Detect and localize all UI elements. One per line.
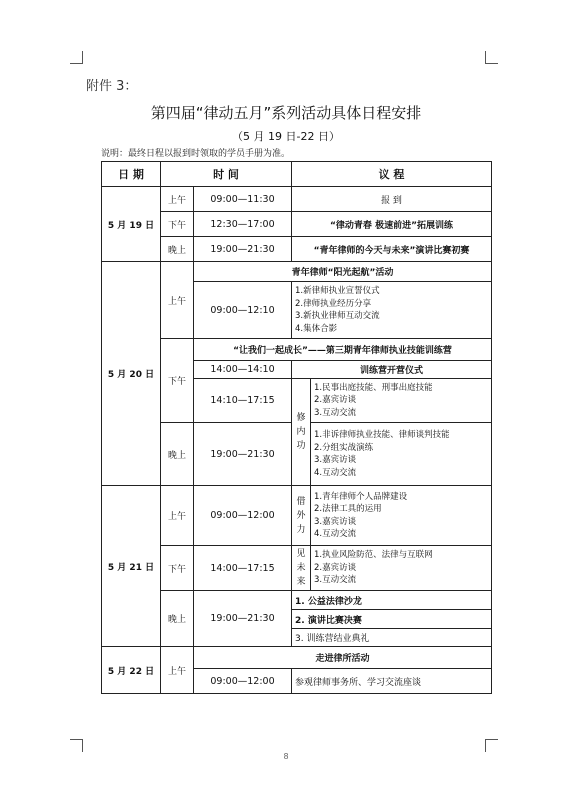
module-label-char: 力 [296, 524, 306, 535]
agenda-item: 4.互动交流 [314, 529, 357, 539]
agenda-cell: 1. 公益法律沙龙 [292, 591, 492, 610]
table-row [102, 591, 492, 610]
section-heading: 青年律师“阳光起航”活动 [194, 262, 492, 282]
time-cell: 09:00—12:00 [194, 669, 292, 694]
period-cell: 下午 [161, 546, 194, 591]
schedule-note: 说明：最终日程以报到时领取的学员手册为准。 [101, 149, 291, 159]
period-cell: 上午 [161, 262, 194, 339]
date-cell: 5 月 21 日 [102, 486, 161, 647]
crop-mark-bottom-right [485, 739, 498, 752]
agenda-item: 3.嘉宾访谈 [314, 516, 357, 527]
crop-mark-bottom-left [70, 739, 83, 752]
time-cell: 12:30—17:00 [194, 212, 292, 237]
module-label-char: 功 [296, 441, 306, 451]
agenda-item: 3.互动交流 [314, 407, 357, 418]
agenda-list-cell [311, 486, 492, 546]
table-row [102, 212, 492, 237]
time-cell: 09:00—12:10 [194, 282, 292, 339]
agenda-list-cell [311, 379, 492, 423]
table-row [102, 546, 492, 591]
time-cell: 09:00—11:30 [194, 187, 292, 212]
time-cell: 14:00—14:10 [194, 361, 292, 379]
schedule-table [101, 161, 492, 694]
attachment-label: 附件 3： [86, 79, 138, 94]
agenda-item: 4.互动交流 [314, 467, 357, 478]
date-cell: 5 月 22 日 [102, 647, 161, 694]
period-cell: 上午 [161, 187, 194, 212]
page-number: 8 [283, 752, 289, 761]
agenda-item: 4.集体合影 [295, 323, 338, 334]
module-label [292, 486, 311, 546]
agenda-list-cell [311, 423, 492, 486]
date-cell: 5 月 19 日 [102, 187, 161, 262]
period-cell: 晚上 [161, 237, 194, 262]
agenda-item: 1.民事出庭技能、刑事出庭技能 [314, 382, 433, 393]
module-label-char: 见 [296, 549, 306, 559]
crop-mark-top-left [70, 51, 83, 64]
agenda-item: 2.分组实战演练 [314, 442, 374, 453]
module-label-char: 内 [296, 427, 306, 437]
agenda-item: 2.嘉宾访谈 [314, 562, 357, 573]
agenda-cell: 训练营开营仪式 [292, 361, 492, 379]
agenda-item: 3.新执业律师互动交流 [295, 311, 380, 321]
module-label-char: 借 [296, 496, 306, 507]
agenda-cell: 参观律师事务所、学习交流座谈 [292, 669, 492, 694]
section-heading: 走进律所活动 [194, 647, 492, 669]
agenda-item: 2.律师执业经历分享 [295, 298, 372, 309]
table-row [102, 262, 492, 282]
module-label-char: 外 [296, 510, 306, 521]
agenda-item: 1.执业风险防范、法律与互联网 [314, 550, 433, 561]
agenda-item: 2.嘉宾访谈 [314, 395, 357, 406]
date-cell: 5 月 20 日 [102, 262, 161, 486]
period-cell: 晚上 [161, 591, 194, 647]
date-range-subtitle: （5 月 19 日-22 日） [232, 130, 340, 143]
header-date: 日 期 [102, 162, 161, 187]
time-cell: 19:00—21:30 [194, 237, 292, 262]
agenda-list-cell [311, 546, 492, 591]
agenda-list-cell [292, 282, 492, 339]
time-cell: 09:00—12:00 [194, 486, 292, 546]
agenda-item: 1.非诉律师执业技能、律师谈判技能 [314, 430, 450, 440]
agenda-item: 2.法律工具的运用 [314, 504, 382, 514]
period-cell: 上午 [161, 486, 194, 546]
period-cell: 下午 [161, 212, 194, 237]
agenda-cell: 3. 训练营结业典礼 [292, 629, 492, 647]
agenda-cell: 2. 演讲比赛决赛 [292, 610, 492, 629]
period-cell: 晚上 [161, 423, 194, 486]
time-cell: 14:00—17:15 [194, 546, 292, 591]
crop-mark-top-right [485, 51, 498, 64]
period-cell: 下午 [161, 339, 194, 423]
table-header-row [102, 162, 492, 187]
agenda-item: 3.嘉宾访谈 [314, 455, 357, 465]
agenda-item: 1.青年律师个人品牌建设 [314, 491, 408, 502]
table-row [102, 187, 492, 212]
module-label [292, 546, 311, 591]
agenda-item: 3.互动交流 [314, 575, 357, 586]
agenda-cell: 报 到 [292, 187, 492, 212]
time-cell: 19:00—21:30 [194, 591, 292, 647]
header-time: 时 间 [161, 162, 292, 187]
module-label-char: 未 [296, 563, 306, 573]
table-row [102, 486, 492, 546]
section-heading: “让我们一起成长”——第三期青年律师执业技能训练营 [194, 339, 492, 361]
document-title: 第四届“律动五月”系列活动具体日程安排 [150, 104, 422, 122]
time-cell: 19:00—21:30 [194, 423, 292, 486]
time-cell: 14:10—17:15 [194, 379, 292, 423]
table-row [102, 237, 492, 262]
module-label-char: 修 [296, 413, 306, 423]
agenda-cell: “青年律师的今天与未来”演讲比赛初赛 [292, 237, 492, 262]
agenda-cell: “律动青春 极速前进”拓展训练 [292, 212, 492, 237]
module-label [292, 379, 311, 486]
period-cell: 上午 [161, 647, 194, 694]
table-row [102, 647, 492, 669]
module-label-char: 来 [296, 577, 306, 587]
agenda-item: 1.新律师执业宣誓仪式 [295, 286, 380, 296]
header-agenda: 议 程 [292, 162, 492, 187]
table-row [102, 339, 492, 361]
